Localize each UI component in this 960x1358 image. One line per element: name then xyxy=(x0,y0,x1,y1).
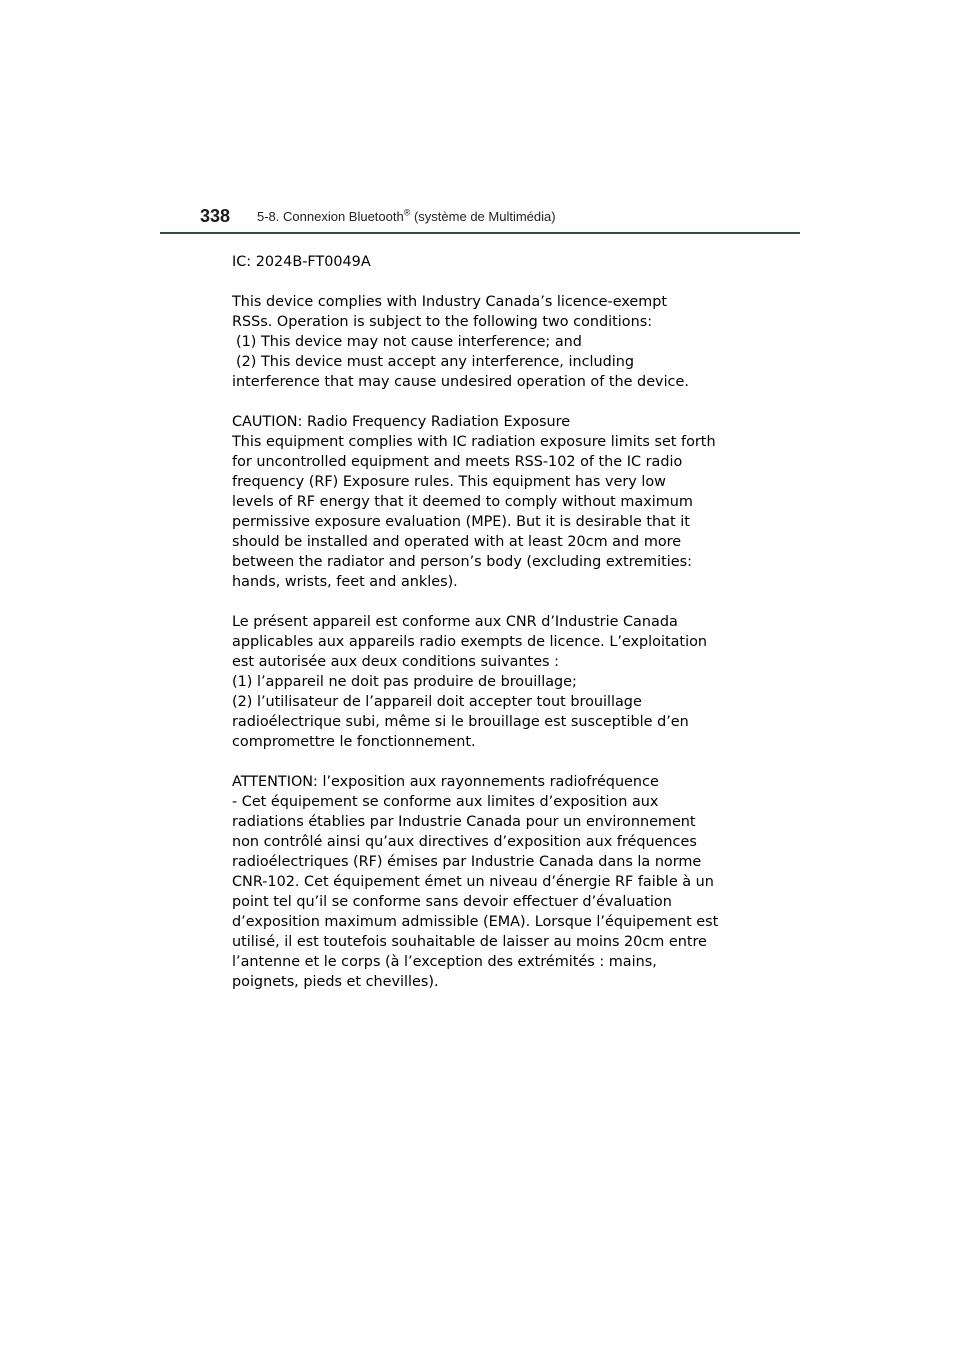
page-header xyxy=(200,200,800,232)
text-line: levels of RF energy that it deemed to comply without maximum xyxy=(232,494,693,510)
text-line: hands, wrists, feet and ankles). xyxy=(232,574,458,590)
page-number: 338 xyxy=(200,206,231,226)
paragraph-gap xyxy=(232,272,752,292)
page-content xyxy=(232,252,752,992)
text-line: ATTENTION: l’exposition aux rayonnements radiofréquence xyxy=(232,774,659,790)
text-line: Le présent appareil est conforme aux CNR d’Industrie Canada xyxy=(232,614,678,630)
section-title-suffix: (système de Multimédia) xyxy=(410,209,556,224)
paragraph-compliance-en xyxy=(232,292,752,392)
text-line: for uncontrolled equipment and meets RSS-102 of the IC radio xyxy=(232,454,683,470)
text-line: compromettre le fonctionnement. xyxy=(232,734,476,750)
paragraph-gap xyxy=(232,392,752,412)
ic-identifier: IC: 2024B-FT0049A xyxy=(232,254,371,270)
text-line: (2) l’utilisateur de l’appareil doit accepter tout brouillage xyxy=(232,694,642,710)
text-line: utilisé, il est toutefois souhaitable de laisser au moins 20cm entre xyxy=(232,934,707,950)
header-divider xyxy=(160,232,800,234)
text-line: RSSs. Operation is subject to the following two conditions: xyxy=(232,314,653,330)
text-line: radioélectrique subi, même si le brouillage est susceptible d’en xyxy=(232,714,689,730)
text-line: permissive exposure evaluation (MPE). But it is desirable that it xyxy=(232,514,690,530)
text-line: l’antenne et le corps (à l’exception des extrémités : mains, xyxy=(232,954,657,970)
paragraph-gap xyxy=(232,752,752,772)
text-line: (2) This device must accept any interference, including xyxy=(236,354,634,370)
text-line: poignets, pieds et chevilles). xyxy=(232,974,439,990)
text-line: d’exposition maximum admissible (EMA). Lorsque l’équipement est xyxy=(232,914,719,930)
section-title xyxy=(257,209,556,224)
text-line: (1) This device may not cause interference; and xyxy=(236,334,582,350)
text-line: radioélectriques (RF) émises par Industrie Canada dans la norme xyxy=(232,854,702,870)
text-line: This equipment complies with IC radiation exposure limits set forth xyxy=(232,434,716,450)
paragraph-caution-en xyxy=(232,412,752,592)
text-line: - Cet équipement se conforme aux limites d’exposition aux xyxy=(232,794,659,810)
paragraph-compliance-fr xyxy=(232,612,752,752)
text-line: This device complies with Industry Canada’s licence-exempt xyxy=(232,294,668,310)
text-line: est autorisée aux deux conditions suivantes : xyxy=(232,654,559,670)
text-line: CAUTION: Radio Frequency Radiation Exposure xyxy=(232,414,571,430)
text-line: applicables aux appareils radio exempts de licence. L’exploitation xyxy=(232,634,708,650)
text-line: CNR-102. Cet équipement émet un niveau d’énergie RF faible à un xyxy=(232,874,714,890)
text-line: should be installed and operated with at least 20cm and more xyxy=(232,534,682,550)
text-line: between the radiator and person’s body (excluding extremities: xyxy=(232,554,692,570)
text-line: (1) l’appareil ne doit pas produire de brouillage; xyxy=(232,674,577,690)
text-line: frequency (RF) Exposure rules. This equipment has very low xyxy=(232,474,666,490)
registered-mark: ® xyxy=(403,207,411,218)
section-title-prefix: 5-8. Connexion Bluetooth xyxy=(257,209,404,224)
paragraph-gap xyxy=(232,592,752,612)
text-line: non contrôlé ainsi qu’aux directives d’exposition aux fréquences xyxy=(232,834,697,850)
paragraph-attention-fr xyxy=(232,772,752,992)
text-line: radiations établies par Industrie Canada pour un environnement xyxy=(232,814,696,830)
text-line: point tel qu’il se conforme sans devoir effectuer d’évaluation xyxy=(232,894,672,910)
text-line: interference that may cause undesired operation of the device. xyxy=(232,374,689,390)
